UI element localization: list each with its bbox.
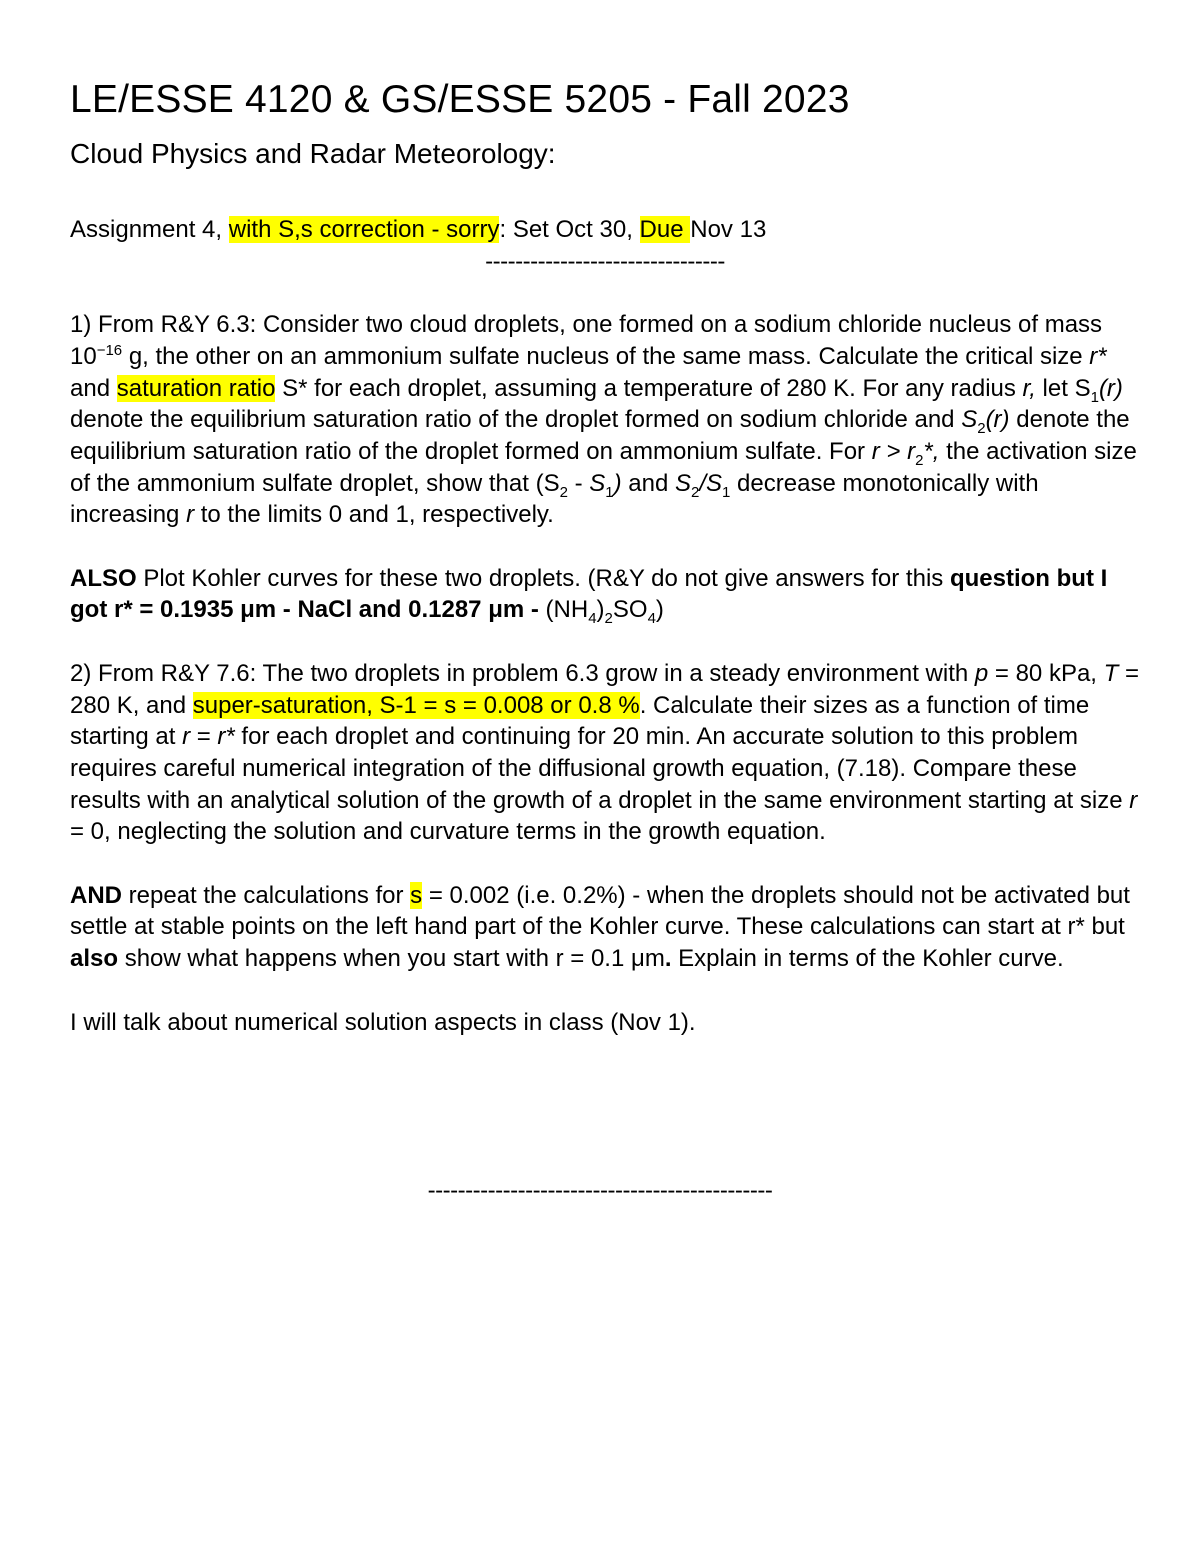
and-paragraph: AND repeat the calculations for s = 0.002 (i.e. 0.2%) - when the droplets should not be activated but settle at stable points on the left hand part of the Kohler curve. These calculations can start at r* but also show what happens when you start with r = 0.1 μm. Explain in terms of the Kohler curve. xyxy=(70,881,1130,973)
course-title: LE/ESSE 4120 & GS/ESSE 5205 - Fall 2023 xyxy=(70,78,850,121)
course-subtitle: Cloud Physics and Radar Meteorology: xyxy=(70,138,556,169)
also-paragraph: ALSO Plot Kohler curves for these two droplets. (R&Y do not give answers for this question but I got r* = 0.1935 μm - NaCl and 0.1287 μm - $(NH_4)_2SO_4$) xyxy=(70,564,1108,628)
assignment-line: Assignment 4, with S,s correction - sorry: Set Oct 30, Due Nov 13 xyxy=(70,216,767,243)
question-2: 2) From R&Y 7.6: The two droplets in problem 6.3 grow in a steady environment with p = 80 kPa, T = 280 K, and super-saturation, S-1 = s = 0.008 or 0.8 %. Calculate their sizes as a function of time starting at r = r* for each droplet and continuing for 20 min. An accurate solution to this problem requires careful numerical integration of the diffusional growth equation, (7.18). Compare these results with an analytical solution of the growth of a droplet in the same environment starting at size r = 0, neglecting the solution and curvature terms in the growth equation. xyxy=(70,659,1139,846)
separator-long: ---------------------------------------------- xyxy=(427,1177,773,1204)
due-highlight: Due xyxy=(639,216,691,243)
closing-note: I will talk about numerical solution aspects in class (Nov 1). xyxy=(70,1008,696,1036)
assignment-body xyxy=(70,214,1140,1038)
correction-highlight: with S,s correction - sorry xyxy=(228,216,500,243)
supersaturation-highlight: super-saturation, S-1 = s = 0.008 or 0.8 % xyxy=(192,691,640,719)
question-1: 1) From R&Y 6.3: Consider two cloud droplets, one formed on a sodium chloride nucleus of mass $10^{-16}$ g, the other on an ammonium sulfate nucleus of the same mass. Calculate the critical size r* and saturation ratio S* for each droplet, assuming a temperature of 280 K. For any radius r, let $S_1(r)$ denote the equilibrium saturation ratio of the droplet formed on sodium chloride and $S_2(r)$ denote the equilibrium saturation ratio of the droplet formed on ammonium sulfate. For $r > r_2*$, the activation size of the ammonium sulfate droplet, show that $(S_2 - S_1)$ and $S_2/S_1$ decrease monotonically with increasing r to the limits 0 and 1, respectively. xyxy=(70,311,1137,529)
separator-short: -------------------------------- xyxy=(485,247,725,275)
s-highlight: s xyxy=(410,881,423,909)
saturation-ratio-highlight: saturation ratio xyxy=(116,374,276,402)
